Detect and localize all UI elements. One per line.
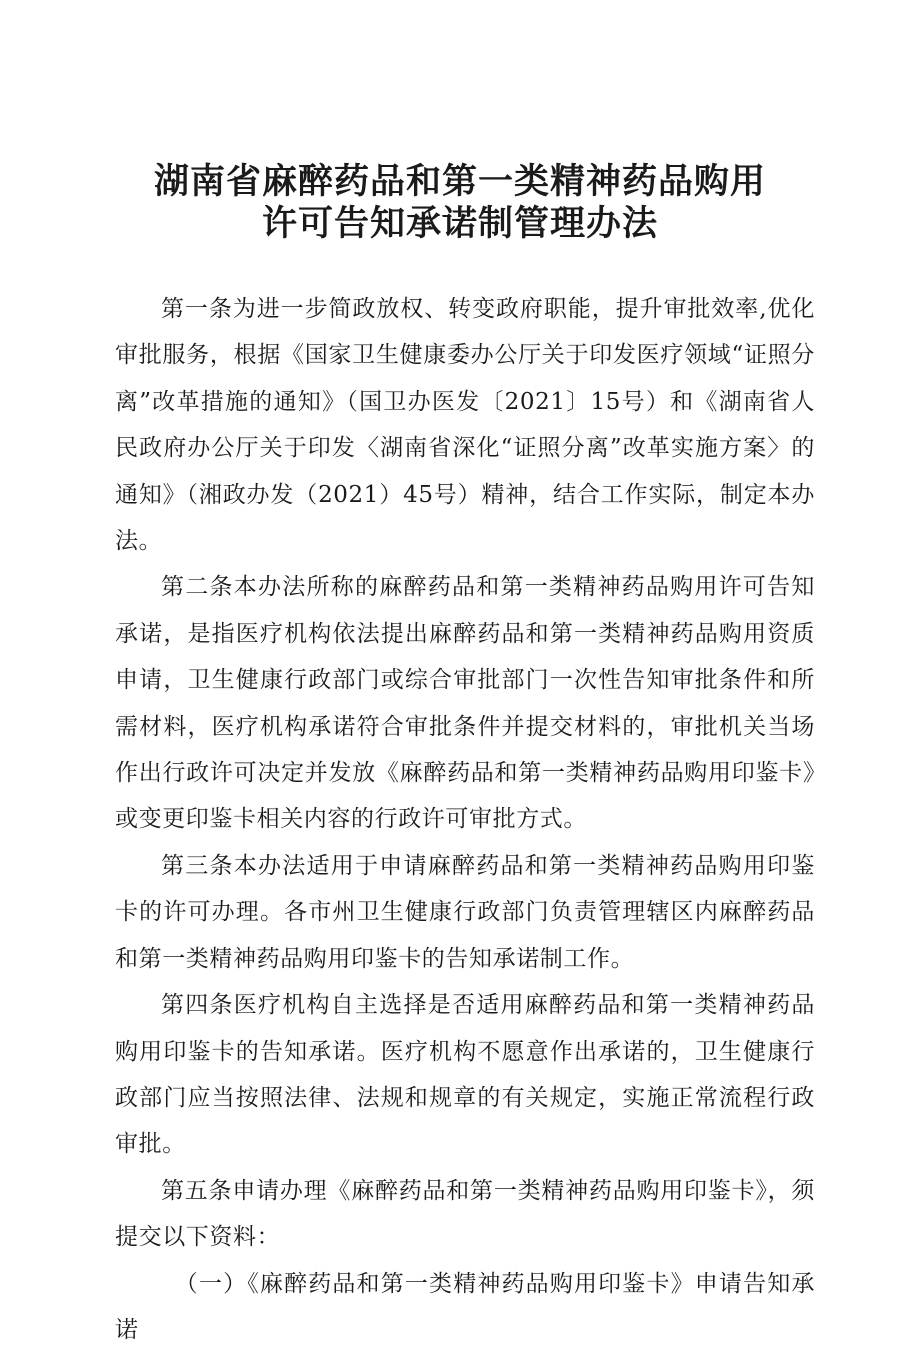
article-4-paragraph: 第四条医疗机构自主选择是否适用麻醉药品和第一类精神药品购用印鉴卡的告知承诺。医疗机构不愿意作出承诺的，卫生健康行政部门应当按照法律、法规和规章的有关规定，实施正常流程行政审批。: [115, 992, 815, 1158]
article-3-paragraph: 第三条本办法适用于申请麻醉药品和第一类精神药品购用印鉴卡的许可办理。各市州卫生健康行政部门负责管理辖区内麻醉药品和第一类精神药品购用印鉴卡的告知承诺制工作。: [115, 852, 815, 972]
article-1-paragraph: 第一条为进一步简政放权、转变政府职能，提升审批效率,优化审批服务，根据《国家卫生健康委办公厅关于印发医疗领域“证照分离”改革措施的通知》（国卫办医发〔2021〕15号）和《湖南省人民政府办公厅关于印发〈湖南省深化“证照分离”改革实施方案〉的通知》（湘政办发（2021）45号）精神，结合工作实际，制定本办法。: [115, 296, 815, 555]
document-body: [115, 286, 815, 1353]
article-2-paragraph: 第二条本办法所称的麻醉药品和第一类精神药品购用许可告知承诺，是指医疗机构依法提出麻醉药品和第一类精神药品购用资质申请，卫生健康行政部门或综合审批部门一次性告知审批条件和所需材料，医疗机构承诺符合审批条件并提交材料的，审批机关当场作出行政许可决定并发放《麻醉药品和第一类精神药品购用印鉴卡》或变更印鉴卡相关内容的行政许可审批方式。: [115, 574, 815, 833]
document-title-line-1: 湖南省麻醉药品和第一类精神药品购用: [153, 162, 766, 202]
document-title-line-2: 许可告知承诺制管理办法: [261, 204, 658, 244]
article-5-item-1: （一）《麻醉药品和第一类精神药品购用印鉴卡》申请告知承诺: [115, 1270, 815, 1343]
article-5-paragraph: 第五条申请办理《麻醉药品和第一类精神药品购用印鉴卡》，须提交以下资料：: [115, 1177, 815, 1251]
